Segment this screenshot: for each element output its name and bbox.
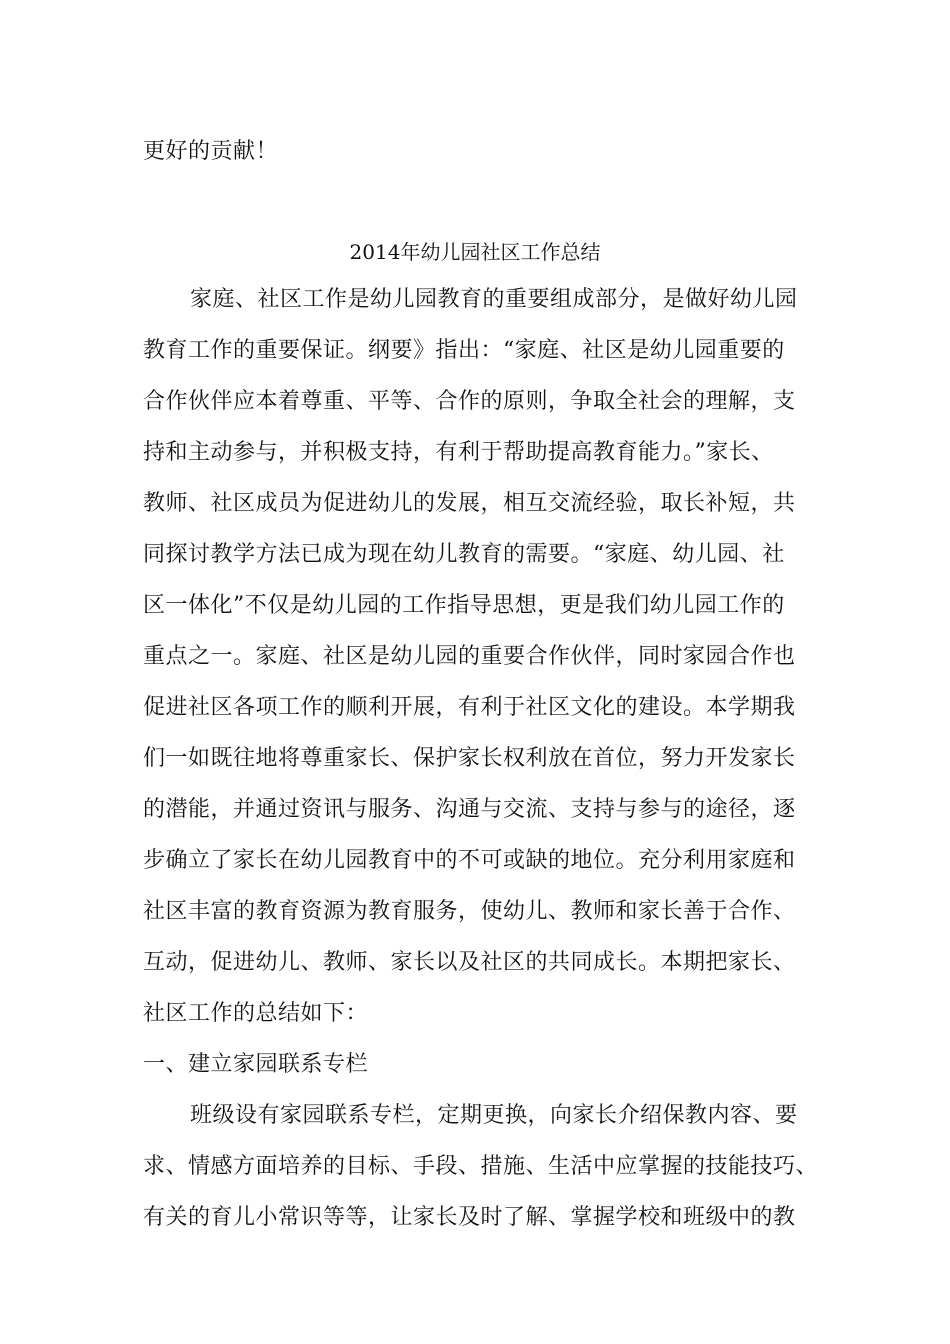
paragraph-line: 区一体化”不仅是幼儿园的工作指导思想，更是我们幼儿园工作的	[143, 593, 785, 618]
document-title: 2014年幼儿园社区工作总结	[349, 240, 601, 264]
paragraph-line: 持和主动参与，并积极支持，有利于帮助提高教育能力。”家长、	[143, 440, 774, 465]
paragraph-line: 求、情感方面培养的目标、手段、措施、生活中应掌握的技能技巧、	[143, 1154, 819, 1179]
paragraph-line: 互动，促进幼儿、教师、家长以及社区的共同成长。本期把家长、	[143, 950, 796, 975]
paragraph-line: 步确立了家长在幼儿园教育中的不可或缺的地位。充分利用家庭和	[143, 848, 796, 873]
paragraph-line: 社区工作的总结如下：	[143, 1001, 369, 1026]
paragraph-line: 同探讨教学方法已成为现在幼儿教育的需要。“家庭、幼儿园、社	[143, 542, 785, 567]
paragraph-line: 社区丰富的教育资源为教育服务，使幼儿、教师和家长善于合作、	[143, 899, 796, 924]
section-heading: 一、建立家园联系专栏	[143, 1052, 369, 1077]
paragraph-line: 们一如既往地将尊重家长、保护家长权利放在首位，努力开发家长	[143, 746, 796, 771]
paragraph-line: 重点之一。家庭、社区是幼儿园的重要合作伙伴，同时家园合作也	[143, 644, 796, 669]
paragraph-line: 班级设有家园联系专栏，定期更换，向家长介绍保教内容、要	[190, 1103, 798, 1128]
paragraph-line: 促进社区各项工作的顺利开展，有利于社区文化的建设。本学期我	[143, 695, 796, 720]
paragraph-line: 教育工作的重要保证。纲要》指出：“家庭、社区是幼儿园重要的	[143, 338, 785, 363]
paragraph-line: 合作伙伴应本着尊重、平等、合作的原则，争取全社会的理解，支	[143, 389, 796, 414]
paragraph-line: 有关的育儿小常识等等，让家长及时了解、掌握学校和班级中的教	[143, 1205, 796, 1230]
paragraph-line: 教师、社区成员为促进幼儿的发展，相互交流经验，取长补短，共	[143, 491, 796, 516]
carryover-line: 更好的贡献！	[143, 139, 279, 164]
paragraph-line: 家庭、社区工作是幼儿园教育的重要组成部分，是做好幼儿园	[190, 287, 798, 312]
paragraph-line: 的潜能，并通过资讯与服务、沟通与交流、支持与参与的途径，逐	[143, 797, 796, 822]
